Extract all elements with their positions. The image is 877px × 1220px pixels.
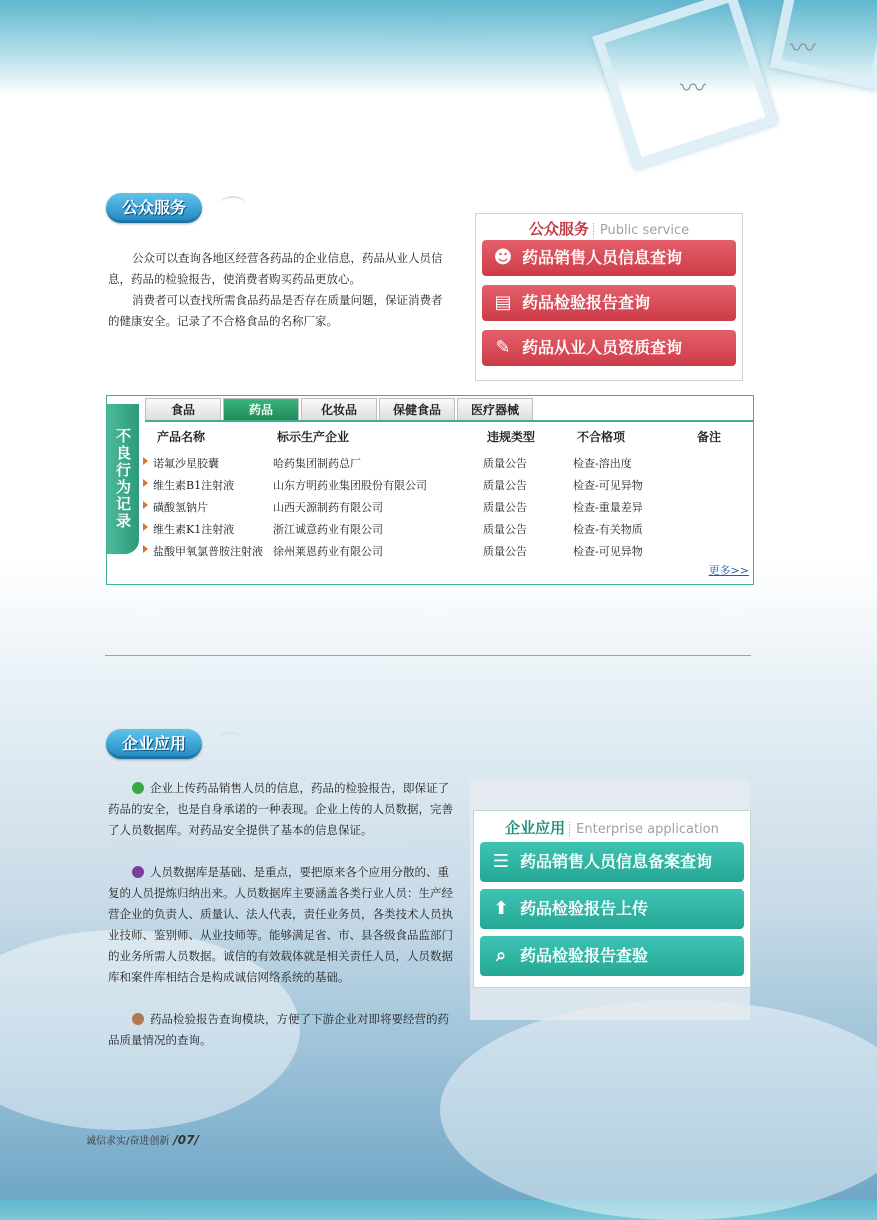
person-search-icon: ☻	[493, 247, 513, 268]
id-card-icon: ▤	[494, 292, 512, 313]
public-service-description	[108, 248, 446, 332]
panel-title: 企业应用 Enterprise application	[505, 819, 719, 837]
table-row[interactable]: 维生素K1注射液 浙江诚意药业有限公司 质量公告 检查-有关物质	[145, 517, 745, 539]
public-service-panel	[475, 213, 743, 381]
badge-tail-decoration	[218, 732, 244, 748]
badge-tail-decoration	[220, 196, 246, 212]
sales-staff-record-query-button[interactable]: ☰ 药品销售人员信息备案查询	[480, 842, 744, 882]
enterprise-panel	[473, 810, 751, 988]
certificate-icon: ✎	[495, 337, 511, 358]
decorative-frame	[770, 0, 877, 90]
row-arrow-icon	[143, 479, 148, 487]
table-row[interactable]: 盐酸甲氧氯普胺注射液 徐州莱恩药业有限公司 质量公告 检查-可见异物	[145, 539, 745, 561]
tab-drug[interactable]: 药品	[223, 398, 299, 421]
row-arrow-icon	[143, 457, 148, 465]
table-row[interactable]: 维生素B1注射液 山东方明药业集团股份有限公司 质量公告 检查-可见异物	[145, 473, 745, 495]
seagull-icon: 〰	[680, 74, 707, 104]
inspection-report-upload-button[interactable]: ⬆ 药品检验报告上传	[480, 889, 744, 929]
brown-bullet-icon	[132, 1013, 144, 1025]
list-icon: ☰	[492, 851, 510, 872]
table-row[interactable]: 诺氟沙星胶囊 哈药集团制药总厂 质量公告 检查-溶出度	[145, 451, 745, 473]
tab-food[interactable]: 食品	[145, 398, 221, 421]
category-tabs	[145, 398, 535, 420]
tab-cosmetics[interactable]: 化妆品	[301, 398, 377, 421]
table-row[interactable]: 磺酸氢钠片 山西天源制药有限公司 质量公告 检查-重量差异	[145, 495, 745, 517]
purple-bullet-icon	[132, 866, 144, 878]
page-footer	[86, 1132, 199, 1147]
staff-qualification-query-button[interactable]: ✎ 药品从业人员资质查询	[482, 330, 736, 366]
paragraph-spacer	[108, 988, 456, 1009]
sales-staff-query-button[interactable]: ☻ 药品销售人员信息查询	[482, 240, 736, 276]
row-arrow-icon	[143, 523, 148, 531]
seagull-icon: 〰	[790, 34, 817, 64]
footer-slogan: 诚信求实/奋进创新	[86, 1136, 170, 1147]
enterprise-description	[108, 778, 456, 1051]
world-map-shape	[440, 1000, 877, 1220]
more-link[interactable]: 更多>>	[708, 564, 749, 577]
inspection-report-verify-button[interactable]: ⌕ 药品检验报告查验	[480, 936, 744, 976]
tab-medical-devices[interactable]: 医疗器械	[457, 398, 533, 421]
section-badge-public-service: 公众服务	[106, 193, 202, 223]
paragraph: 药品检验报告查询模块，方便了下游企业对即将要经营的药品质量情况的查询。	[108, 1012, 449, 1047]
paragraph: 消费者可以查找所需食品药品是否存在质量问题，保证消费者的健康安全。记录了不合格食品的名称厂家。	[108, 293, 443, 328]
paragraph: 企业上传药品销售人员的信息，药品的检验报告，即保证了药品的安全，也是自身承诺的一种表现。企业上传的人员数据，完善了人员数据库。对药品安全提供了基本的信息保证。	[108, 781, 453, 837]
row-arrow-icon	[143, 545, 148, 553]
inspection-report-query-button[interactable]: ▤ 药品检验报告查询	[482, 285, 736, 321]
upload-icon: ⬆	[493, 898, 509, 919]
column-header: 标示生产企业	[277, 430, 350, 444]
paragraph: 人员数据库是基础、是重点，要把原来各个应用分散的、重复的人员提炼归纳出来。人员数据库主要涵盖各类行业人员：生产经营企业的负责人、质量认、法人代表，责任业务员，各类技术人员执业技师、鉴别师、从业技师等。能够满足省、市、县各级食品监部门的业务所需人员数据。诚信的有效载体就是相关责任人员，人员数据库和案件库相结合是构成诚信网络系统的基础。	[108, 865, 453, 984]
paragraph: 公众可以查询各地区经营各药品的企业信息，药品从业人员信息，药品的检验报告，使消费者购买药品更放心。	[108, 251, 443, 286]
tab-health-food[interactable]: 保健食品	[379, 398, 455, 421]
green-bullet-icon	[132, 782, 144, 794]
search-icon: ⌕	[495, 945, 507, 966]
section-badge-enterprise: 企业应用	[106, 729, 202, 759]
tabs-underline	[145, 420, 753, 422]
column-header: 违规类型	[487, 430, 536, 444]
records-side-label: 不良行为记录	[107, 404, 139, 554]
page-number: /07/	[173, 1133, 199, 1147]
panel-title: 公众服务 Public service	[528, 220, 690, 238]
paragraph-spacer	[108, 841, 456, 862]
row-arrow-icon	[143, 501, 148, 509]
column-header: 产品名称	[157, 430, 206, 444]
bad-records-table	[106, 395, 754, 585]
column-header: 不合格项	[577, 430, 626, 444]
section-divider	[105, 655, 751, 656]
column-header: 备注	[697, 430, 722, 444]
